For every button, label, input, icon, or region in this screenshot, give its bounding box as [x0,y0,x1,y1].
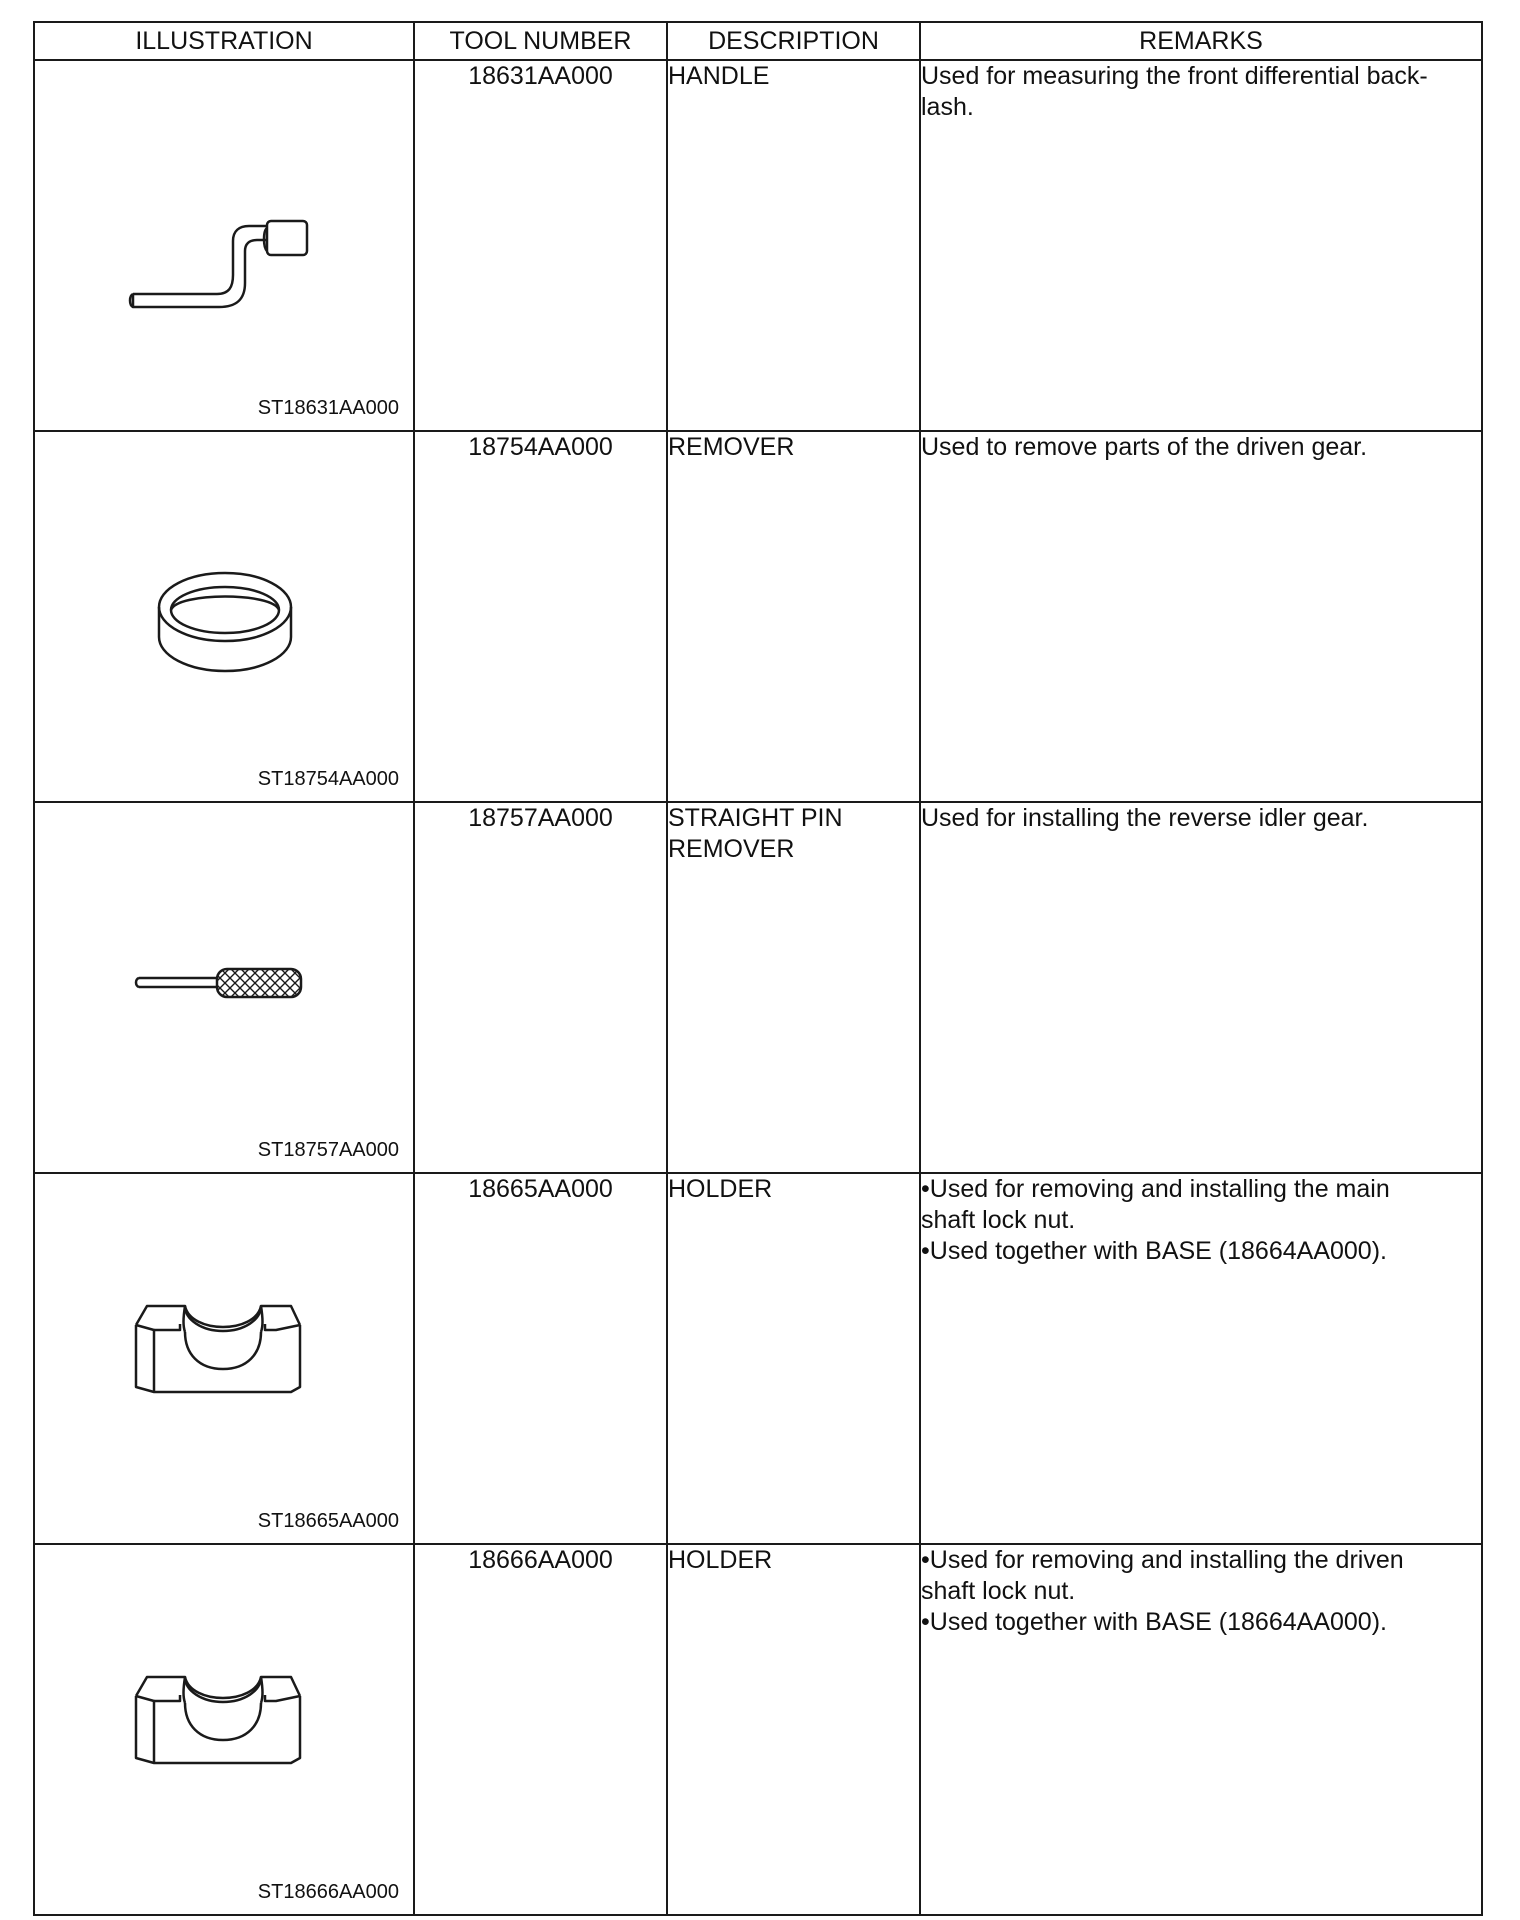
remark-line: lash. [921,93,974,121]
st-code-label: ST18757AA000 [257,1139,399,1161]
header-row [34,22,1482,60]
remarks-cell [920,1173,1482,1544]
illustration-cell [34,60,414,431]
table-row [34,1544,1482,1915]
bullet-marker: • [921,1237,930,1265]
holder-block-icon [35,1174,415,1543]
description-cell: REMOVER [667,431,920,802]
description-cell: HOLDER [667,1173,920,1544]
header-tool-number: TOOL NUMBER [414,22,667,60]
remark-line: Used together with BASE (18664AA000). [929,1608,1387,1636]
illustration-cell [34,431,414,802]
table-row [34,802,1482,1173]
tool-number-cell: 18665AA000 [414,1173,667,1544]
illustration-cell [34,1544,414,1915]
description-cell [667,802,920,1173]
tool-number-cell: 18754AA000 [414,431,667,802]
description-cell: HOLDER [667,1544,920,1915]
remark-bullet-item [921,1174,1481,1205]
remarks-cell [920,1544,1482,1915]
st-code-label: ST18631AA000 [257,397,399,419]
header-remarks: REMARKS [920,22,1482,60]
remark-line: Used for removing and installing the driven [929,1546,1404,1574]
holder-block-icon [35,1545,415,1914]
bullet-marker: • [921,1175,930,1203]
description-line: STRAIGHT PIN [668,804,843,832]
tool-number-cell: 18666AA000 [414,1544,667,1915]
st-code-label: ST18754AA000 [257,768,399,790]
remark-bullet-item [921,1607,1481,1638]
bullet-marker: • [921,1608,930,1636]
illustration-cell [34,1173,414,1544]
pin-remover-icon [35,803,415,1172]
description-line: REMOVER [668,835,795,863]
remark-line: shaft lock nut. [921,1206,1076,1234]
remark-line: Used to remove parts of the driven gear. [921,433,1368,461]
tool-number-cell: 18757AA000 [414,802,667,1173]
st-code-label: ST18665AA000 [257,1510,399,1532]
st-code-label: ST18666AA000 [257,1881,399,1903]
header-description: DESCRIPTION [667,22,920,60]
ring-remover-icon [35,432,415,801]
special-tools-table [33,21,1483,1916]
illustration-cell [34,802,414,1173]
remark-line: Used for installing the reverse idler gear. [921,804,1369,832]
remark-bullet-item [921,1236,1481,1267]
remark-bullet-item [921,1545,1481,1576]
table-row [34,1173,1482,1544]
remarks-cell [920,60,1482,431]
remark-line: shaft lock nut. [921,1577,1076,1605]
bullet-marker: • [921,1546,930,1574]
handle-tool-icon [35,61,415,430]
header-illustration: ILLUSTRATION [34,22,414,60]
description-cell: HANDLE [667,60,920,431]
remark-line: Used together with BASE (18664AA000). [929,1237,1387,1265]
remark-line: Used for removing and installing the main [929,1175,1390,1203]
tool-number-cell: 18631AA000 [414,60,667,431]
table-row [34,60,1482,431]
remark-line: Used for measuring the front differential back- [921,62,1428,90]
remarks-cell [920,802,1482,1173]
table-row [34,431,1482,802]
remarks-cell [920,431,1482,802]
